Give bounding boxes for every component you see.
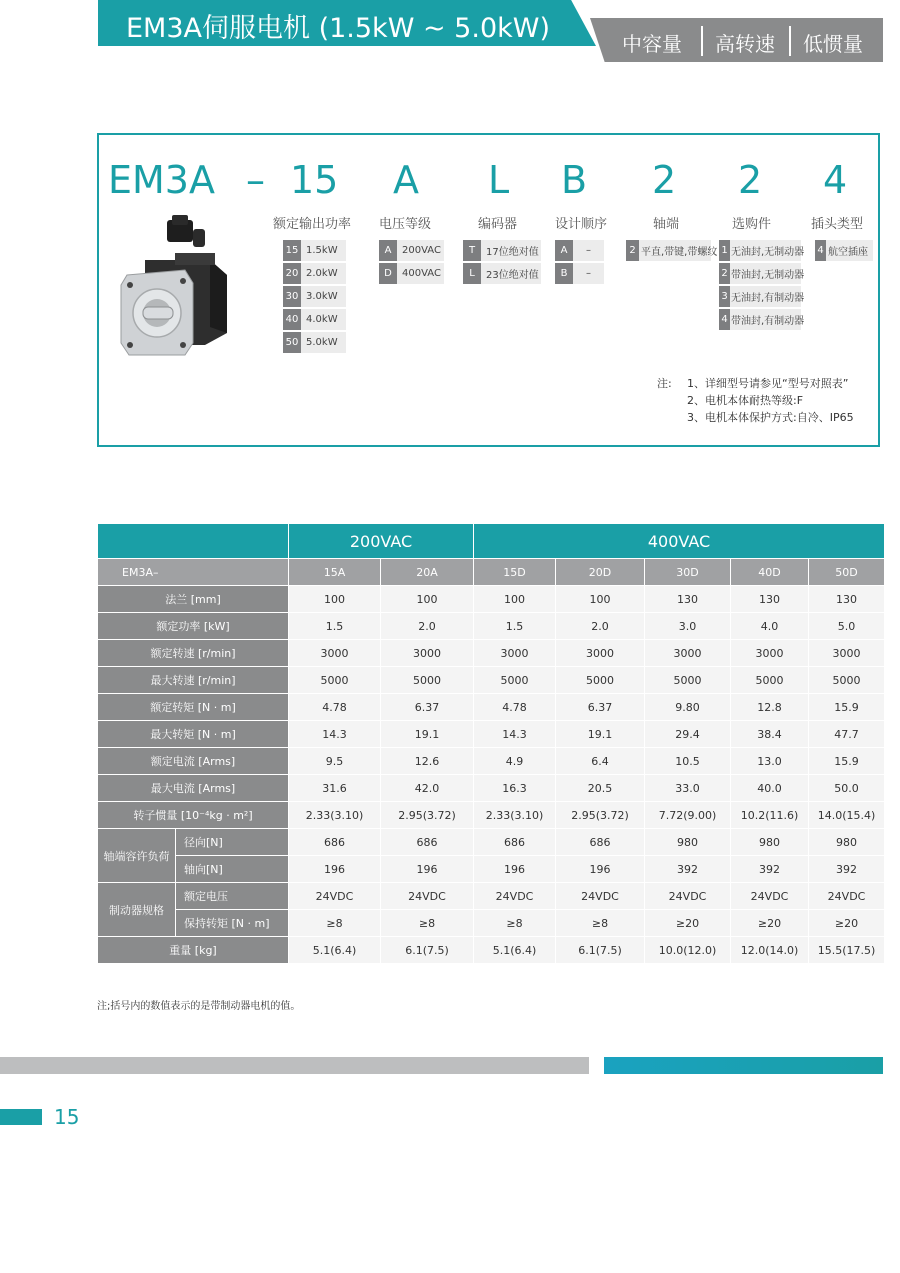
row-label: 最大转速 [r/min] xyxy=(98,667,289,694)
row-label: 最大电流 [Arms] xyxy=(98,775,289,802)
code-voltage: A xyxy=(393,158,419,202)
table-row xyxy=(98,775,885,802)
label-shaft: 轴端 xyxy=(653,217,680,232)
option-code: 20 xyxy=(283,263,301,284)
table-row xyxy=(98,883,885,910)
value-cell: 38.4 xyxy=(731,721,809,748)
row-label: 轴向[N] xyxy=(176,856,289,883)
model-notes xyxy=(657,375,854,426)
model-cell: 15D xyxy=(474,559,556,586)
value-cell: 3000 xyxy=(556,640,645,667)
page-title: EM3A伺服电机 (1.5kW ~ 5.0kW) xyxy=(126,13,550,44)
label-option: 选购件 xyxy=(732,217,772,232)
value-cell: 6.37 xyxy=(556,694,645,721)
value-cell: 4.78 xyxy=(289,694,381,721)
row-label: 额定功率 [kW] xyxy=(98,613,289,640)
model-cell: 30D xyxy=(645,559,731,586)
value-cell: 1.5 xyxy=(474,613,556,640)
option-code: 1 xyxy=(719,240,730,261)
code-shaft: 2 xyxy=(652,158,677,202)
option-code: 2 xyxy=(626,240,639,261)
value-cell: 19.1 xyxy=(381,721,474,748)
table-row xyxy=(98,937,885,964)
value-cell: 2.0 xyxy=(381,613,474,640)
note-item: 3、电机本体保护方式:自冷、IP65 xyxy=(687,411,854,424)
note-item: 2、电机本体耐热等级:F xyxy=(687,394,804,407)
footer-bar-teal xyxy=(604,1057,883,1074)
value-cell: 6.37 xyxy=(381,694,474,721)
value-cell: ≥8 xyxy=(474,910,556,937)
value-cell: 15.5(17.5) xyxy=(809,937,885,964)
notes-label: 注: xyxy=(657,377,672,390)
power-options xyxy=(283,240,346,353)
value-cell: 5000 xyxy=(645,667,731,694)
model-cell: 40D xyxy=(731,559,809,586)
table-footnote: 注;括号内的数值表示的是带制动器电机的值。 xyxy=(97,1001,301,1012)
option-code: 30 xyxy=(283,286,301,307)
design-options xyxy=(555,240,604,284)
value-cell: 3.0 xyxy=(645,613,731,640)
encoder-options xyxy=(463,240,541,284)
model-cell: 50D xyxy=(809,559,885,586)
value-cell: 24VDC xyxy=(474,883,556,910)
option-value: 平直,带键,带螺纹 xyxy=(639,240,711,261)
option-code: 50 xyxy=(283,332,301,353)
value-cell: 6.1(7.5) xyxy=(381,937,474,964)
code-dash: – xyxy=(246,158,265,202)
row-label: 保持转矩 [N · m] xyxy=(176,910,289,937)
table-row xyxy=(98,667,885,694)
value-cell: 47.7 xyxy=(809,721,885,748)
option-code: T xyxy=(463,240,481,261)
model-header: EM3A– xyxy=(98,559,289,586)
option-value: 1.5kW xyxy=(301,240,346,261)
load-group-label: 轴端容许负荷 xyxy=(98,829,176,883)
tag-capacity: 中容量 xyxy=(622,32,682,56)
value-cell: 19.1 xyxy=(556,721,645,748)
table-row xyxy=(98,748,885,775)
value-cell: 686 xyxy=(474,829,556,856)
value-cell: 196 xyxy=(556,856,645,883)
value-cell: 392 xyxy=(645,856,731,883)
table-row xyxy=(98,802,885,829)
value-cell: 13.0 xyxy=(731,748,809,775)
value-cell: 5.1(6.4) xyxy=(474,937,556,964)
value-cell: 100 xyxy=(474,586,556,613)
value-cell: 4.0 xyxy=(731,613,809,640)
option-code: 15 xyxy=(283,240,301,261)
group-200vac: 200VAC xyxy=(289,524,474,559)
tag-separator xyxy=(701,26,703,56)
value-cell: 980 xyxy=(645,829,731,856)
value-cell: 10.5 xyxy=(645,748,731,775)
value-cell: 980 xyxy=(731,829,809,856)
tag-separator xyxy=(789,26,791,56)
option-value: 无油封,有制动器 xyxy=(730,286,801,307)
model-cell: 15A xyxy=(289,559,381,586)
option-value: 23位绝对值 xyxy=(481,263,541,284)
option-value: 3.0kW xyxy=(301,286,346,307)
value-cell: 1.5 xyxy=(289,613,381,640)
value-cell: 196 xyxy=(289,856,381,883)
value-cell: 4.78 xyxy=(474,694,556,721)
value-cell: 15.9 xyxy=(809,748,885,775)
value-cell: 2.0 xyxy=(556,613,645,640)
value-cell: 5000 xyxy=(289,667,381,694)
row-label: 重量 [kg] xyxy=(98,937,289,964)
value-cell: 6.4 xyxy=(556,748,645,775)
value-cell: 4.9 xyxy=(474,748,556,775)
value-cell: 24VDC xyxy=(645,883,731,910)
option-code: 3 xyxy=(719,286,730,307)
option-code: D xyxy=(379,263,397,284)
value-cell: 6.1(7.5) xyxy=(556,937,645,964)
option-value: 无油封,无制动器 xyxy=(730,240,801,261)
table-row xyxy=(98,524,885,559)
label-connector: 插头类型 xyxy=(811,217,864,232)
row-label: 额定转速 [r/min] xyxy=(98,640,289,667)
value-cell: 2.33(3.10) xyxy=(474,802,556,829)
value-cell: 2.33(3.10) xyxy=(289,802,381,829)
value-cell: 14.3 xyxy=(474,721,556,748)
value-cell: 196 xyxy=(381,856,474,883)
option-value: 5.0kW xyxy=(301,332,346,353)
group-400vac: 400VAC xyxy=(474,524,885,559)
option-code: 4 xyxy=(719,309,730,330)
tag-speed: 高转速 xyxy=(715,32,775,56)
voltage-options xyxy=(379,240,444,284)
option-value: 2.0kW xyxy=(301,263,346,284)
spec-rows xyxy=(98,586,885,829)
row-label: 额定电流 [Arms] xyxy=(98,748,289,775)
value-cell: 5000 xyxy=(381,667,474,694)
value-cell: 24VDC xyxy=(289,883,381,910)
value-cell: 24VDC xyxy=(809,883,885,910)
footer-bar-grey xyxy=(0,1057,589,1074)
value-cell: ≥8 xyxy=(381,910,474,937)
code-connector: 4 xyxy=(823,158,848,202)
table-row xyxy=(98,613,885,640)
header-corner xyxy=(98,524,289,559)
option-code: 40 xyxy=(283,309,301,330)
label-encoder: 编码器 xyxy=(478,217,518,232)
row-label: 最大转矩 [N · m] xyxy=(98,721,289,748)
value-cell: 40.0 xyxy=(731,775,809,802)
value-cell: 392 xyxy=(731,856,809,883)
table-row xyxy=(98,640,885,667)
option-value: 17位绝对值 xyxy=(481,240,541,261)
option-value: 航空插座 xyxy=(826,240,873,261)
row-label: 径向[N] xyxy=(176,829,289,856)
value-cell: 130 xyxy=(809,586,885,613)
value-cell: 686 xyxy=(289,829,381,856)
table-row xyxy=(98,559,885,586)
accessory-options xyxy=(719,240,805,330)
value-cell: 2.95(3.72) xyxy=(381,802,474,829)
value-cell: 392 xyxy=(809,856,885,883)
label-design: 设计顺序 xyxy=(555,217,608,232)
value-cell: 7.72(9.00) xyxy=(645,802,731,829)
value-cell: 16.3 xyxy=(474,775,556,802)
value-cell: ≥8 xyxy=(556,910,645,937)
code-design: B xyxy=(561,158,588,202)
model-cell: 20A xyxy=(381,559,474,586)
value-cell: ≥20 xyxy=(645,910,731,937)
value-cell: 12.6 xyxy=(381,748,474,775)
tag-inertia: 低惯量 xyxy=(803,32,863,56)
option-code: L xyxy=(463,263,481,284)
value-cell: 3000 xyxy=(731,640,809,667)
value-cell: 10.0(12.0) xyxy=(645,937,731,964)
table-row xyxy=(98,721,885,748)
row-label: 额定电压 xyxy=(176,883,289,910)
value-cell: 5000 xyxy=(556,667,645,694)
value-cell: 130 xyxy=(645,586,731,613)
value-cell: 100 xyxy=(289,586,381,613)
code-option: 2 xyxy=(738,158,763,202)
option-value: 带油封,无制动器 xyxy=(730,263,801,284)
servo-motor-image xyxy=(115,215,230,365)
row-label: 额定转矩 [N · m] xyxy=(98,694,289,721)
value-cell: 20.5 xyxy=(556,775,645,802)
model-cell: 20D xyxy=(556,559,645,586)
value-cell: ≥20 xyxy=(731,910,809,937)
value-cell: 14.3 xyxy=(289,721,381,748)
value-cell: 12.0(14.0) xyxy=(731,937,809,964)
option-value: 200VAC xyxy=(397,240,444,261)
option-code: 4 xyxy=(815,240,826,261)
option-code: A xyxy=(379,240,397,261)
table-row xyxy=(98,694,885,721)
value-cell: 10.2(11.6) xyxy=(731,802,809,829)
value-cell: 196 xyxy=(474,856,556,883)
shaft-options xyxy=(626,240,718,261)
option-value: – xyxy=(573,263,604,284)
page-number-tab xyxy=(0,1109,42,1125)
option-value: 4.0kW xyxy=(301,309,346,330)
brake-group-label: 制动器规格 xyxy=(98,883,176,937)
value-cell: 24VDC xyxy=(731,883,809,910)
value-cell: 3000 xyxy=(645,640,731,667)
value-cell: 686 xyxy=(381,829,474,856)
value-cell: 5.0 xyxy=(809,613,885,640)
value-cell: 3000 xyxy=(381,640,474,667)
value-cell: 3000 xyxy=(474,640,556,667)
value-cell: 980 xyxy=(809,829,885,856)
value-cell: 29.4 xyxy=(645,721,731,748)
page-number: 15 xyxy=(54,1105,80,1129)
option-value: 400VAC xyxy=(397,263,444,284)
value-cell: 5000 xyxy=(809,667,885,694)
table-row xyxy=(98,829,885,856)
value-cell: 100 xyxy=(381,586,474,613)
option-code: 2 xyxy=(719,263,730,284)
value-cell: 5000 xyxy=(474,667,556,694)
value-cell: ≥20 xyxy=(809,910,885,937)
value-cell: 3000 xyxy=(289,640,381,667)
value-cell: 12.8 xyxy=(731,694,809,721)
table-row xyxy=(98,856,885,883)
option-value: 带油封,有制动器 xyxy=(730,309,801,330)
code-series: EM3A xyxy=(108,158,215,202)
value-cell: 9.80 xyxy=(645,694,731,721)
value-cell: 5000 xyxy=(731,667,809,694)
option-code: B xyxy=(555,263,573,284)
code-power: 15 xyxy=(290,158,339,202)
value-cell: 14.0(15.4) xyxy=(809,802,885,829)
value-cell: 42.0 xyxy=(381,775,474,802)
option-value: – xyxy=(573,240,604,261)
value-cell: ≥8 xyxy=(289,910,381,937)
value-cell: 686 xyxy=(556,829,645,856)
value-cell: 24VDC xyxy=(556,883,645,910)
row-label: 法兰 [mm] xyxy=(98,586,289,613)
note-item: 1、详细型号请参见“型号对照表” xyxy=(687,377,849,390)
table-row xyxy=(98,910,885,937)
value-cell: 130 xyxy=(731,586,809,613)
value-cell: 3000 xyxy=(809,640,885,667)
value-cell: 5.1(6.4) xyxy=(289,937,381,964)
table-row xyxy=(98,586,885,613)
row-label: 转子惯量 [10⁻⁴kg · m²] xyxy=(98,802,289,829)
connector-options xyxy=(815,240,873,261)
value-cell: 2.95(3.72) xyxy=(556,802,645,829)
option-code: A xyxy=(555,240,573,261)
value-cell: 50.0 xyxy=(809,775,885,802)
value-cell: 9.5 xyxy=(289,748,381,775)
code-encoder: L xyxy=(488,158,510,202)
value-cell: 33.0 xyxy=(645,775,731,802)
value-cell: 15.9 xyxy=(809,694,885,721)
value-cell: 100 xyxy=(556,586,645,613)
spec-table xyxy=(97,523,885,964)
value-cell: 24VDC xyxy=(381,883,474,910)
label-voltage: 电压等级 xyxy=(379,217,432,232)
value-cell: 31.6 xyxy=(289,775,381,802)
label-power: 额定输出功率 xyxy=(273,217,352,232)
